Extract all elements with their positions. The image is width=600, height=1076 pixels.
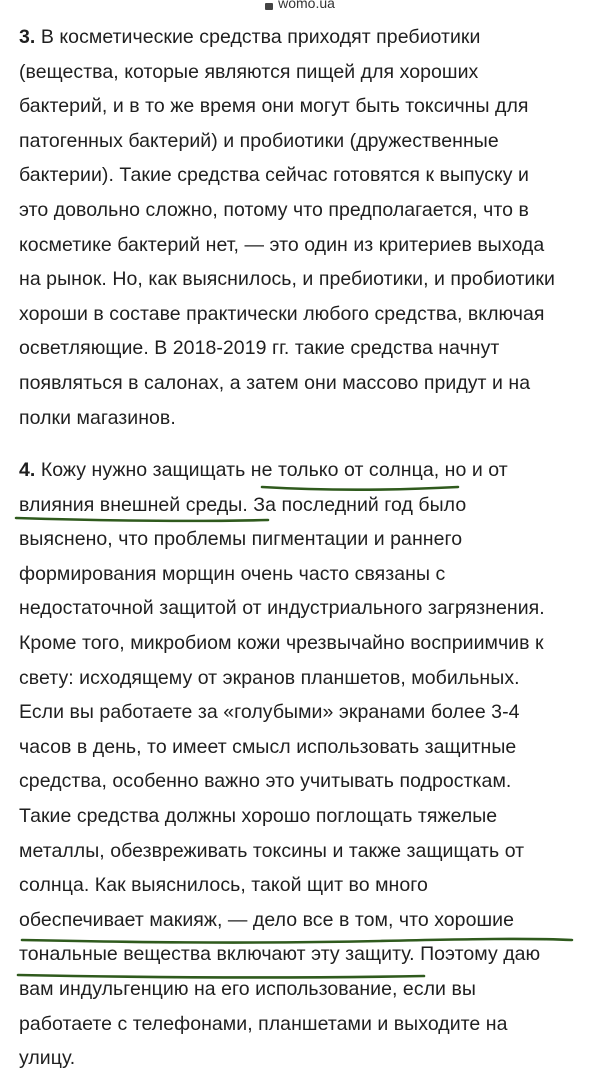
paragraph-item-4 [19,453,579,1076]
item-number: 4. [19,459,36,481]
text-line: 4. Кожу нужно защищать не только от солнца, но и от [19,459,508,481]
text-line: влияния внешней среды. За последний год было [19,493,467,516]
text-line: осветляющие. В 2018-2019 гг. такие средства начнут [19,337,500,360]
text-line: вам индульгенцию на его использование, если вы [19,977,476,1000]
text-line: тональные вещества включают эту защиту. Поэтому даю [19,943,541,966]
text-line: косметике бактерий нет, — это один из критериев выхода [19,233,545,256]
text-line: выяснено, что проблемы пигментации и раннего [19,528,463,551]
text-line: часов в день, то имеет смысл использовать защитные [19,735,517,758]
text-line: 3. В косметические средства приходят пребиотики [19,26,481,48]
text-line: работаете с телефонами, планшетами и выходите на [19,1012,508,1035]
lock-icon [265,3,273,10]
text-line: появляться в салонах, а затем они массово придут и на [19,371,531,394]
text-line: Такие средства должны хорошо поглощать тяжелые [19,804,498,827]
item-number: 3. [19,26,36,48]
text-line: полки магазинов. [19,406,176,429]
text-line: обеспечивает макияж, — дело все в том, что хорошие [19,908,515,931]
text-line: недостаточной защитой от индустриального загрязнения. [19,597,545,620]
text-line: солнца. Как выяснилось, такой щит во много [19,874,428,897]
text-line: улицу. [19,1047,76,1070]
text-line: это довольно сложно, потому что предполагается, что в [19,198,529,221]
text-line: бактерии). Такие средства сейчас готовятся к выпуску и [19,164,530,187]
text-line: формирования морщин очень часто связаны с [19,562,446,585]
text-line: хороши в составе практически любого средства, включая [19,302,545,325]
text-line: (вещества, которые являются пищей для хороших [19,60,479,83]
text-line: на рынок. Но, как выяснилось, и пребиотики, и пробиотики [19,268,555,291]
text-line: Кроме того, микробиом кожи чрезвычайно восприимчив к [19,631,544,654]
paragraph-item-3 [19,20,579,435]
text-line: свету: исходящему от экранов планшетов, мобильных. [19,666,520,689]
text-line: средства, особенно важно это учитывать подросткам. [19,770,512,793]
text-line: Если вы работаете за «голубыми» экранами более 3-4 [19,701,520,724]
browser-url-bar[interactable] [0,0,600,14]
text-line: бактерий, и в то же время они могут быть токсичны для [19,95,529,118]
url-text: womo.ua [278,0,335,11]
text-line: патогенных бактерий) и пробиотики (дружественные [19,129,499,152]
text-line: металлы, обезвреживать токсины и также защищать от [19,839,525,862]
